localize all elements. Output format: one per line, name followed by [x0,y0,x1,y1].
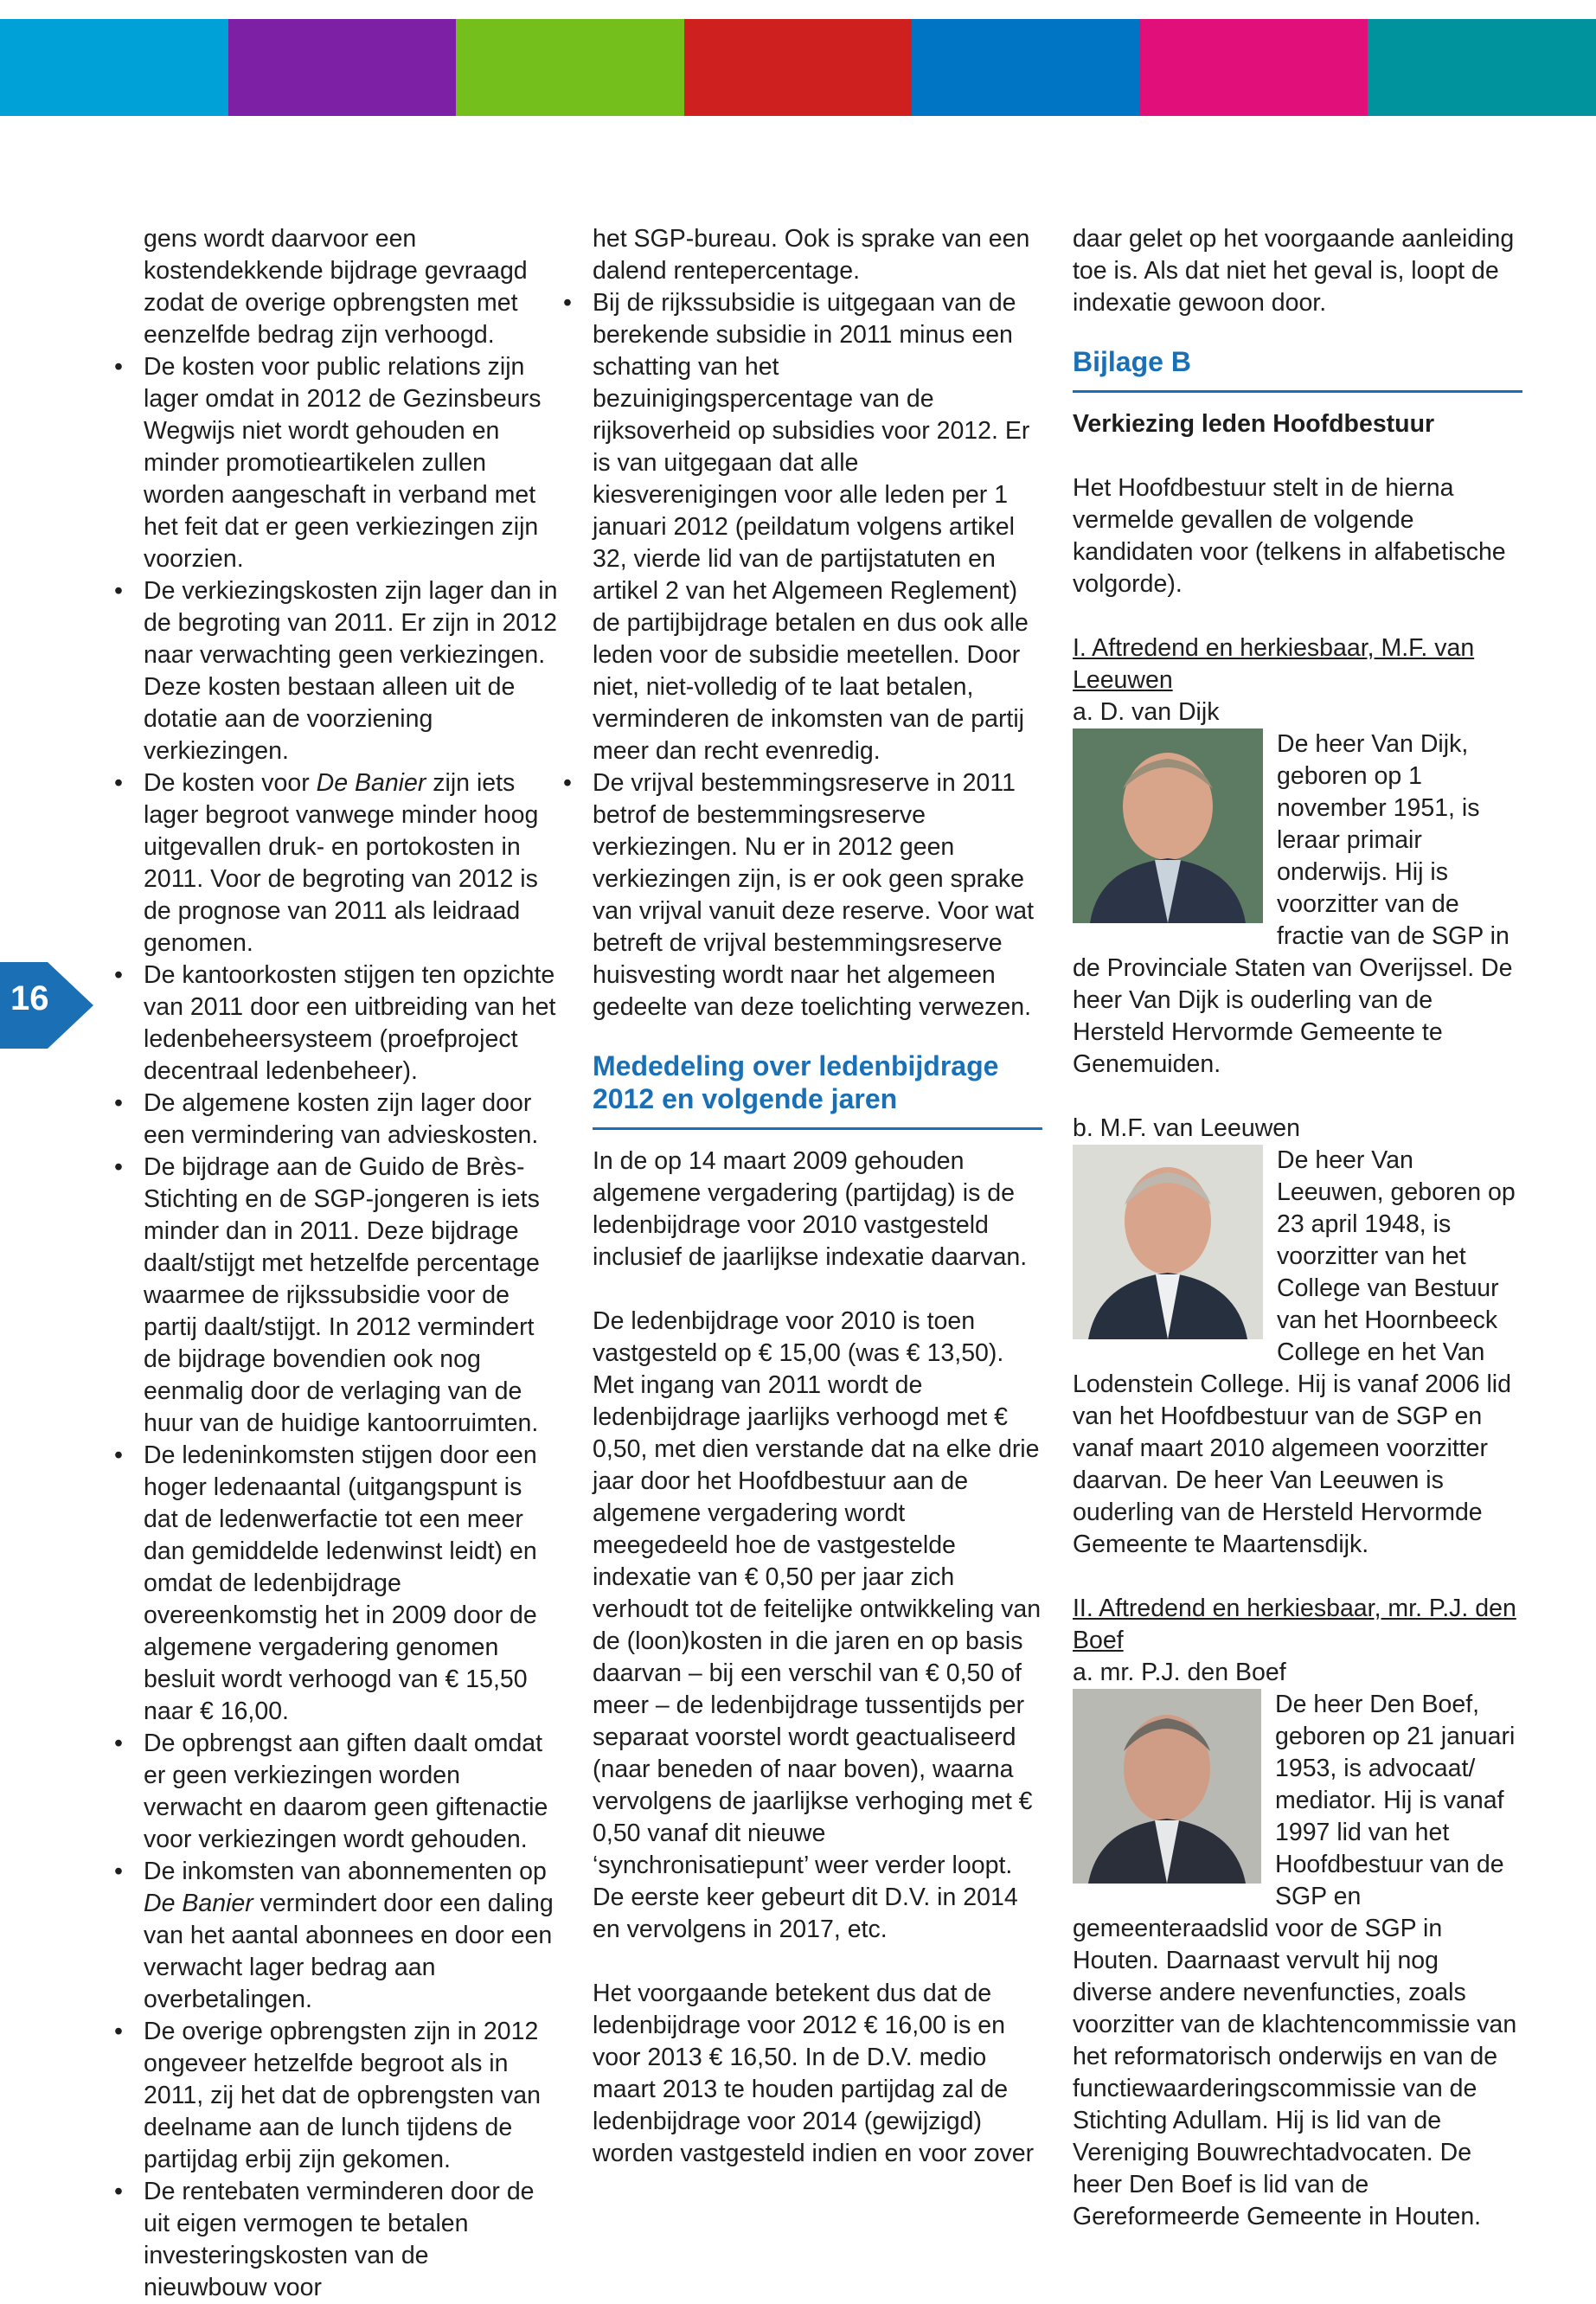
list-item: • De rentebaten verminderen door de uit eigen vermogen te betalen investeringskosten van de nieuwbouw voor [144,2176,559,2304]
paragraph: In de op 14 maart 2009 gehouden algemene vergadering (partijdag) is de ledenbijdrage voor 2010 vastgesteld inclusief de jaarlijkse indexatie daarvan. [593,1147,1028,1271]
candidate-section-1: I. Aftredend en herkiesbaar, M.F. van Leeuwen [1073,634,1475,694]
list-item [144,1856,559,2016]
candidate-label: a. mr. P.J. den Boef [1073,1659,1286,1686]
text-run: De inkomsten van abonnementen op [144,1858,547,1885]
portrait-silhouette [1073,1689,1261,1884]
stripe-magenta [1140,19,1368,116]
column-1 [144,223,559,2304]
candidate-block-van-leeuwen [1073,1145,1522,1561]
candidate-bio: De heer Van Dijk, geboren op 1 november 1951, is leraar primair onderwijs. Hij is voorzitter van de fractie van de SGP in de Provinciale Staten van Overijssel. De heer Van Dijk is ouderling van de Hersteld Hervormde Gemeente te Genemuiden. [1073,730,1513,1078]
list-item: • De verkiezingskosten zijn lager dan in de begroting van 2011. Er zijn in 2012 naar verwachting geen verkiezingen. Deze kosten bestaan alleen uit de dotatie aan de voorziening verkiezingen. [144,575,559,767]
col1-lead: gens wordt daarvoor een kostendekkende bijdrage gevraagd zodat de overige opbrengsten met eenzelfde bedrag zijn verhoogd. [144,225,528,349]
section-rule [1073,390,1522,393]
col1-bullet-list [144,351,559,2304]
paragraph: Het voorgaande betekent dus dat de ledenbijdrage voor 2012 € 16,00 is en voor 2013 € 16,50. In de D.V. medio maart 2013 te houden partijdag zal de ledenbijdrage voor 2014 (gewijzigd) worden vastgesteld indien en voor zover [593,1980,1035,2167]
candidate-block-van-dijk [1073,728,1522,1081]
list-item: • De kosten voor public relations zijn lager omdat in 2012 de Gezinsbeurs Wegwijs niet wordt gehouden en minder promotieartikelen zullen worden aangeschaft in verband met het feit dat er geen verkiezingen zijn voorzien. [144,351,559,575]
stripe-blue [912,19,1140,116]
subheading-verkiezing: Verkiezing leden Hoofdbestuur [1073,410,1435,438]
stripe-teal [1368,19,1596,116]
page-number: 16 [10,979,49,1017]
column-3 [1073,223,1522,2233]
text-run: zijn iets lager begroot vanwege minder hoog uitgevallen druk- en portokosten in 2011. Voor de begroting van 2012 is de prognose van 2011 als leidraad genomen. [144,769,539,957]
section-rule [593,1127,1042,1130]
candidate-block-den-boef [1073,1689,1522,2233]
portrait-photo-van-dijk [1073,728,1263,923]
text-run: De kosten voor [144,769,317,797]
col2-bullet-list [593,287,1042,1024]
stripe-purple [228,19,457,116]
list-item: • Bij de rijkssubsidie is uitgegaan van de berekende subsidie in 2011 minus een schatting van het bezuinigingspercentage van de rijksoverheid op subsidies voor 2012. Er is van uitgegaan dat alle kiesverenigingen voor alle leden per 1 januari 2012 (peildatum volgens artikel 32, vierde lid van de partijstatuten en artikel 2 van het Algemeen Reglement) de partijbijdrage betalen en dus ook alle leden voor de subsidie meetellen. Door niet, niet-volledig of te laat betalen, verminderen de inkomsten van de partij meer dan recht evenredig. [593,287,1042,767]
portrait-photo-den-boef [1073,1689,1261,1884]
list-item: • De ledeninkomsten stijgen door een hoger ledenaantal (uitgangspunt is dat de ledenwerfactie tot een meer dan gemiddelde ledenwinst leidt) en omdat de ledenbijdrage overeenkomstig het in 2009 door de algemene vergadering genomen besluit wordt verhoogd van € 15,50 naar € 16,00. [144,1440,559,1728]
candidate-label: a. D. van Dijk [1073,698,1220,726]
candidate-bio: De heer Van Leeuwen, geboren op 23 april 1948, is voorzitter van het College van Bestuur van het Hoornbeeck College en het Van Lodenstein College. Hij is vanaf 2006 lid van het Hoofdbestuur van de SGP en vanaf maart 2010 algemeen voorzitter daarvan. De heer Van Leeuwen is ouderling van de Hersteld Hervormde Gemeente te Maartensdijk. [1073,1146,1516,1558]
publication-title: De Banier [144,1890,253,1917]
stripe-cyan [0,19,228,116]
candidate-section-2: II. Aftredend en herkiesbaar, mr. P.J. den Boef [1073,1595,1516,1654]
stripe-green [456,19,684,116]
candidate-bio: De heer Den Boef, geboren op 21 januari 1953, is advocaat/ mediator. Hij is vanaf 1997 lid van het Hoofdbestuur van de SGP en gemeenteraadslid voor de SGP in Houten. Daarnaast vervult hij nog diverse andere nevenfuncties, zoals voorzitter van de klachtencommissie van het reformatorisch onderwijs en van de functiewaarderingscommissie van de Stichting Adullam. Hij is lid van de Vereniging Bouwrechtadvocaten. De heer Den Boef is lid van de Gereformeerde Gemeente in Houten. [1073,1691,1517,2230]
list-item: • De opbrengst aan giften daalt omdat er geen verkiezingen worden verwacht en daarom geen giftenactie voor verkiezingen wordt gehouden. [144,1728,559,1856]
color-stripe-bar [0,19,1596,116]
list-item: • De kantoorkosten stijgen ten opzichte van 2011 door een uitbreiding van het ledenbeheersysteem (proefproject decentraal ledenbeheer). [144,959,559,1088]
stripe-red [684,19,913,116]
section-heading-bijlage-b: Bijlage B [1073,346,1191,377]
list-item: • De bijdrage aan de Guido de Brès-Stichting en de SGP-jongeren is iets minder dan in 2011. Deze bijdrage daalt/stijgt met hetzelfde percentage waarmee de rijkssubsidie voor de partij daalt/stijgt. In 2012 vermindert de bijdrage bovendien ook nog eenmalig door de verlaging van de huur van de huidige kantoorruimten. [144,1152,559,1440]
list-item [144,767,559,959]
page-number-tab [0,962,95,1049]
list-item: • De algemene kosten zijn lager door een vermindering van advieskosten. [144,1088,559,1152]
col3-lead: daar gelet op het voorgaande aanleiding toe is. Als dat niet het geval is, loopt de indexatie gewoon door. [1073,225,1515,317]
portrait-silhouette [1073,1145,1263,1339]
publication-title: De Banier [316,769,426,797]
candidate-label: b. M.F. van Leeuwen [1073,1114,1300,1142]
portrait-silhouette [1073,728,1263,923]
list-item: • De overige opbrengsten zijn in 2012 ongeveer hetzelfde begroot als in 2011, zij het dat de opbrengsten van deelname aan de lunch tijdens de partijdag erbij zijn gekomen. [144,2016,559,2176]
intro-paragraph: Het Hoofdbestuur stelt in de hierna vermelde gevallen de volgende kandidaten voor (telkens in alfabetische volgorde). [1073,474,1506,598]
text-run: vermindert door een daling van het aantal abonnees en door een verwacht lager bedrag aan overbetalingen. [144,1890,554,2013]
col2-lead: het SGP-bureau. Ook is sprake van een dalend rentepercentage. [593,225,1030,285]
paragraph: De ledenbijdrage voor 2010 is toen vastgesteld op € 15,00 (was € 13,50). Met ingang van 2011 wordt de ledenbijdrage jaarlijks verhoogd met € 0,50, met dien verstande dat na elke drie jaar door het Hoofdbestuur aan de algemene vergadering wordt meegedeeld hoe de vastgestelde indexatie van € 0,50 per jaar zich verhoudt tot de feitelijke ontwikkeling van de (loon)kosten in die jaren en op basis daarvan – bij een verschil van € 0,50 of meer – de ledenbijdrage tussentijds per separaat voorstel wordt geactualiseerd (naar beneden of naar boven), waarna vervolgens de jaarlijkse verhoging met € 0,50 vanaf dit nieuwe ‘synchronisatiepunt’ weer verder loopt. De eerste keer gebeurt dit D.V. in 2014 en vervolgens in 2017, etc. [593,1307,1042,1943]
column-2 [593,223,1042,2170]
section-heading-ledenbijdrage: Mededeling over ledenbijdrage 2012 en volgende jaren [593,1050,999,1114]
portrait-photo-van-leeuwen [1073,1145,1263,1339]
list-item: • De vrijval bestemmingsreserve in 2011 betrof de bestemmingsreserve verkiezingen. Nu er in 2012 geen verkiezingen zijn, is er ook geen sprake van vrijval vanuit deze reserve. Voor wat betreft de vrijval bestemmingsreserve huisvesting wordt naar het algemeen gedeelte van deze toelichting verwezen. [593,767,1042,1024]
